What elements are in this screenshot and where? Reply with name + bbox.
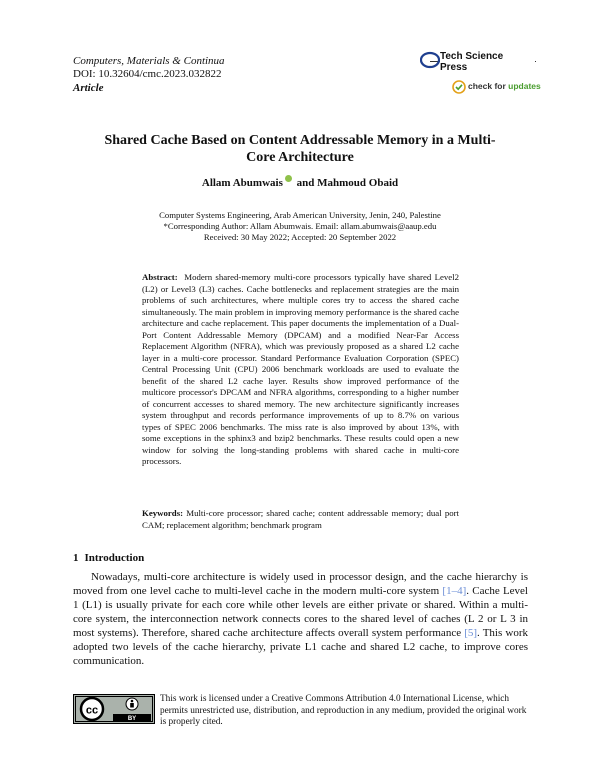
- received-dates: Received: 30 May 2022; Accepted: 20 September 2022: [203, 232, 397, 242]
- article-type: Article: [73, 82, 104, 94]
- affiliation-block: [90, 210, 510, 243]
- publisher-name: Tech Science Press: [440, 51, 535, 73]
- keywords-label: Keywords:: [142, 508, 184, 518]
- check-updates-text: check for updates: [468, 81, 541, 91]
- author-name[interactable]: Mahmoud Obaid: [317, 177, 399, 189]
- journal-name: Computers, Materials & Continua: [73, 55, 225, 67]
- abstract-text: Modern shared-memory multi-core processors typically have shared Level2 (L2) or Level3 (L3) caches. Cache bottlenecks and replacement strategies are the main problems of such architectures, where multiple cores try to access the shared cache simultaneously. The main problem in improving memory performance is the shared cache architecture and cache replacement. This paper documents the implementation of a Dual-Port Content Addressable Memory (DPCAM) and a modified Near-Far Access Replacement Algorithm (NFRA), which was previously proposed as a shared L2 cache layer in a multi-core processor. Standard Performance Evaluation Corporation (SPEC) Central Processing Unit (CPU) 2006 benchmark workloads are used to evaluate the benefit of the shared L2 cache layer. Results show improved performance of the multicore processor's DPCAM and NFRA algorithms, corresponding to a higher number of concurrent accesses to shared memory. The new architecture significantly increases system throughput and records performance improvements of up to 8.7% on various types of SPEC 2006 benchmarks. The miss rate is also improved by about 13%, with some exceptions in the sphinx3 and bzip2 benchmarks. These results could open a new window for solving the long-standing problems with shared cache in multi-core processors.: [142, 272, 459, 466]
- doi[interactable]: DOI: 10.32604/cmc.2023.032822: [73, 68, 222, 80]
- author-list: [90, 175, 510, 189]
- check-updates-icon: [452, 80, 466, 94]
- citation-link[interactable]: [1–4]: [442, 585, 467, 597]
- check-for-updates-badge[interactable]: [452, 80, 540, 96]
- section-number: 1: [73, 552, 79, 564]
- license-text: This work is licensed under a Creative Commons Attribution 4.0 International License, which permits unrestricted use, distribution, and reproduction in any medium, provided the original work is properly cited.: [160, 694, 527, 727]
- affiliation: Computer Systems Engineering, Arab American University, Jenin, 240, Palestine: [159, 210, 441, 220]
- section-title: Introduction: [84, 552, 145, 564]
- citation-link[interactable]: [5]: [464, 627, 478, 639]
- abstract: [142, 272, 459, 468]
- creative-commons-badge[interactable]: [73, 694, 155, 724]
- author-connector: and: [296, 177, 315, 189]
- author-name[interactable]: Allam Abumwais: [201, 177, 283, 189]
- orcid-icon[interactable]: [285, 175, 292, 182]
- publisher-swoosh-icon: [420, 51, 440, 69]
- by-label: BY: [127, 716, 137, 722]
- section-heading: [73, 552, 144, 564]
- intro-paragraph: Nowadays, multi-core architecture is widely used in processor design, and the cache hierarchy is moved from one level cache to multi-level cache in the modern multi-core system [1–4]. Cache Level 1 (L1) is usually private for each core while other levels are either private or shared. Within a multi-core system, the interconnection network connects cores to the shared level of caches (L 2 or L 3 in most systems). Therefore, shared cache architecture affects overall system performance [5]. This work adopted two levels of the cache hierarchy, private L1 cache and shared L2 cache, to improve cores communication.: [73, 571, 528, 667]
- paper-title: Shared Cache Based on Content Addressable Memory in a Multi-Core Architecture: [104, 133, 496, 165]
- cc-label: cc: [85, 704, 99, 717]
- keywords: [142, 508, 459, 531]
- corresponding-author: *Corresponding Author: Allam Abumwais. Email: allam.abumwais@aaup.edu: [163, 221, 437, 231]
- keywords-text: Multi-core processor; shared cache; content addressable memory; dual port CAM; replacement algorithm; benchmark program: [142, 508, 459, 530]
- abstract-label: Abstract:: [142, 272, 178, 282]
- publisher-logo[interactable]: [420, 50, 535, 72]
